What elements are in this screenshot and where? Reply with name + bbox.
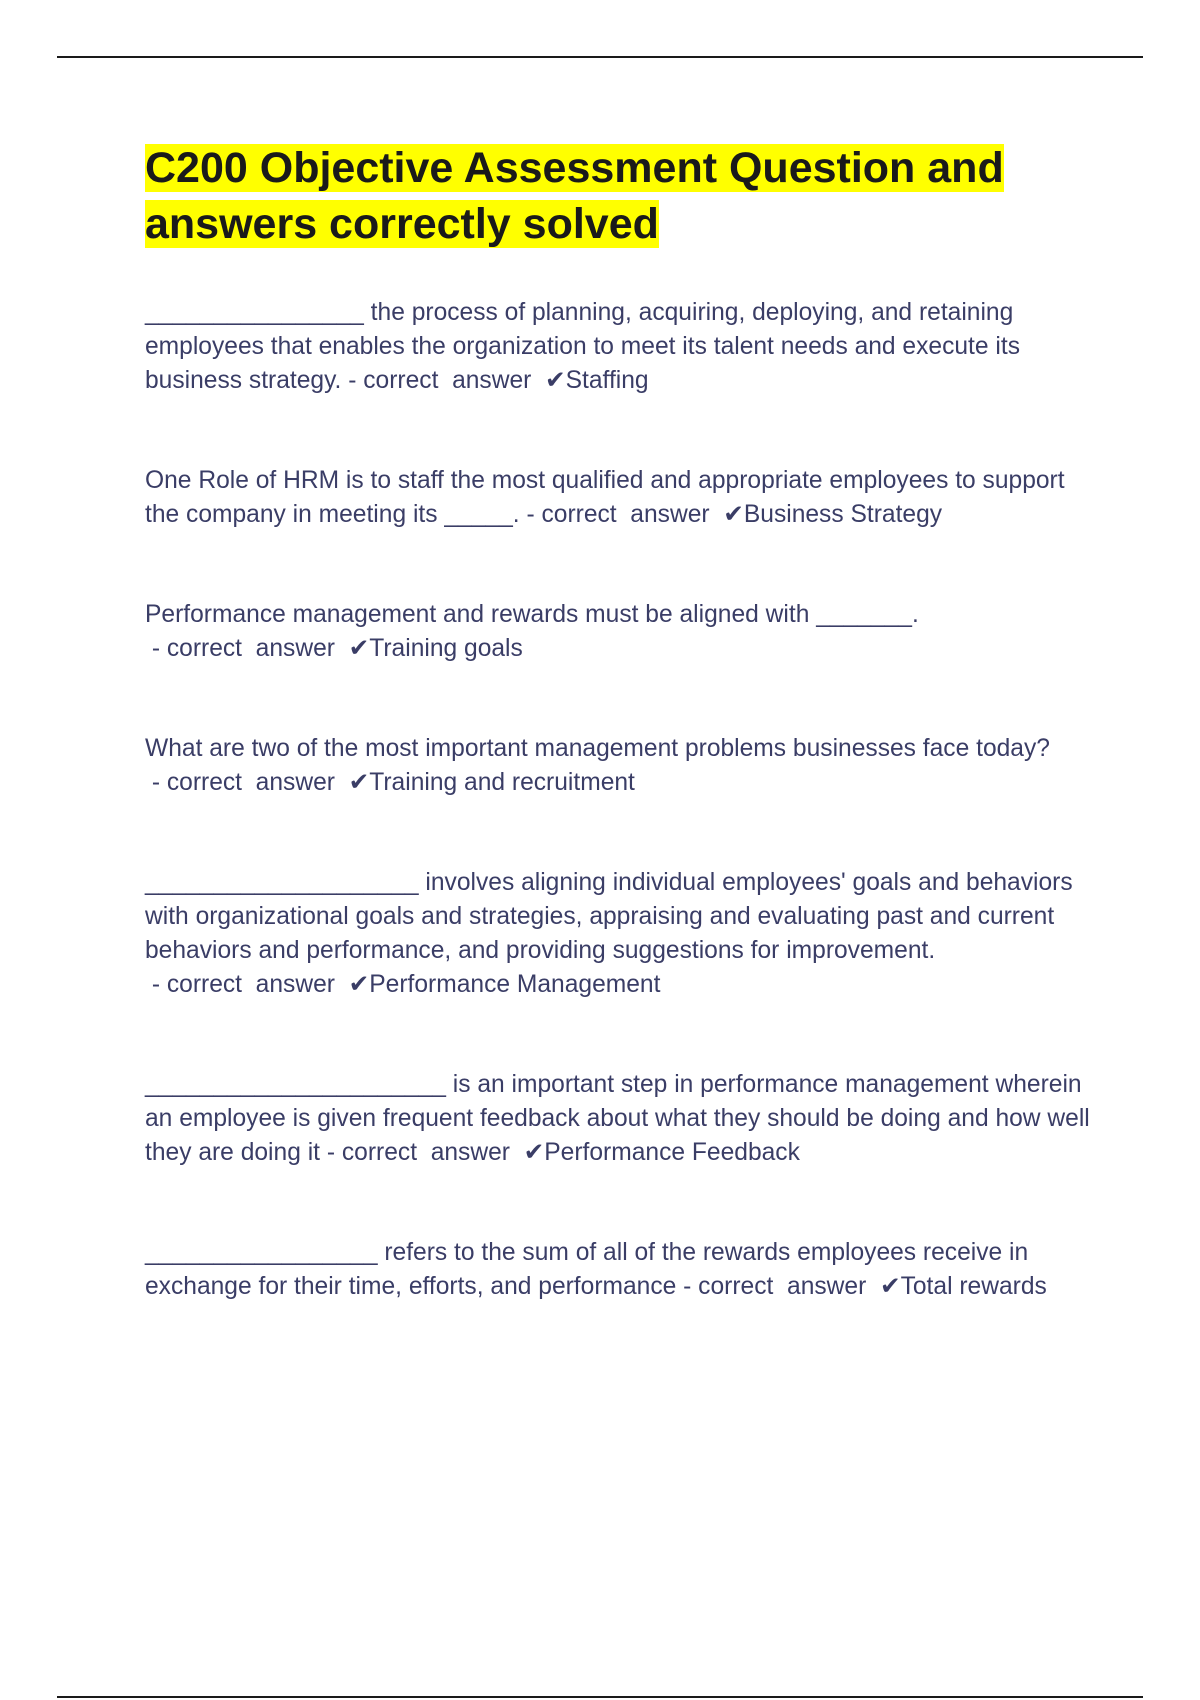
answer-prefix: - correct answer — [145, 769, 349, 796]
qa-list — [145, 296, 1095, 1304]
checkmark-icon: ✔ — [879, 1273, 901, 1300]
document-title — [145, 140, 1095, 252]
question-text: Performance management and rewards must be aligned with _______. — [145, 601, 919, 628]
answer-text: Performance Feedback — [544, 1139, 800, 1166]
qa-item — [145, 1068, 1095, 1170]
checkmark-icon: ✔ — [545, 367, 566, 394]
answer-text: Training goals — [369, 635, 523, 662]
bottom-rule — [57, 1696, 1143, 1698]
answer-prefix: - correct answer — [676, 1273, 880, 1300]
question-text: ____________________ involves aligning individual employees' goals and behaviors with organizational goals and strategies, appraising and evaluating past and current behaviors and performance, and providing suggestions for improvement. — [145, 869, 1073, 964]
answer-prefix: - correct answer — [320, 1139, 524, 1166]
answer-text: Performance Management — [369, 971, 661, 998]
answer-text: Staffing — [565, 367, 649, 394]
checkmark-icon: ✔ — [348, 769, 370, 796]
top-rule — [57, 56, 1143, 58]
answer-prefix: - correct answer — [145, 635, 349, 662]
answer-prefix: - correct answer — [145, 971, 349, 998]
checkmark-icon: ✔ — [723, 501, 744, 528]
qa-item — [145, 732, 1095, 800]
checkmark-icon: ✔ — [348, 635, 370, 662]
qa-item — [145, 1236, 1095, 1304]
qa-item — [145, 598, 1095, 666]
question-text: ______________________ is an important step in performance management wherein an employee is given frequent feedback about what they should be doing and how well they are doing it — [145, 1071, 1090, 1166]
question-text: _________________ refers to the sum of all of the rewards employees receive in exchange for their time, efforts, and performance — [145, 1239, 1029, 1300]
qa-item — [145, 464, 1095, 532]
question-text: ________________ the process of planning, acquiring, deploying, and retaining employees that enables the organization to meet its talent needs and execute its business strategy. — [145, 299, 1020, 394]
answer-prefix: - correct answer — [341, 367, 546, 394]
answer-text: Training and recruitment — [369, 769, 635, 796]
qa-item — [145, 296, 1095, 398]
answer-text: Total rewards — [900, 1273, 1047, 1300]
answer-text: Business Strategy — [743, 501, 943, 528]
qa-item — [145, 866, 1095, 1002]
checkmark-icon: ✔ — [348, 971, 370, 998]
answer-prefix: - correct answer — [519, 501, 724, 528]
checkmark-icon: ✔ — [523, 1139, 545, 1166]
title-highlight: C200 Objective Assessment Question and answers correctly solved — [145, 144, 1004, 248]
document-page — [145, 140, 1095, 1370]
question-text: One Role of HRM is to staff the most qualified and appropriate employees to support the company in meeting its _____. — [145, 467, 1065, 528]
question-text: What are two of the most important management problems businesses face today? — [145, 735, 1050, 762]
